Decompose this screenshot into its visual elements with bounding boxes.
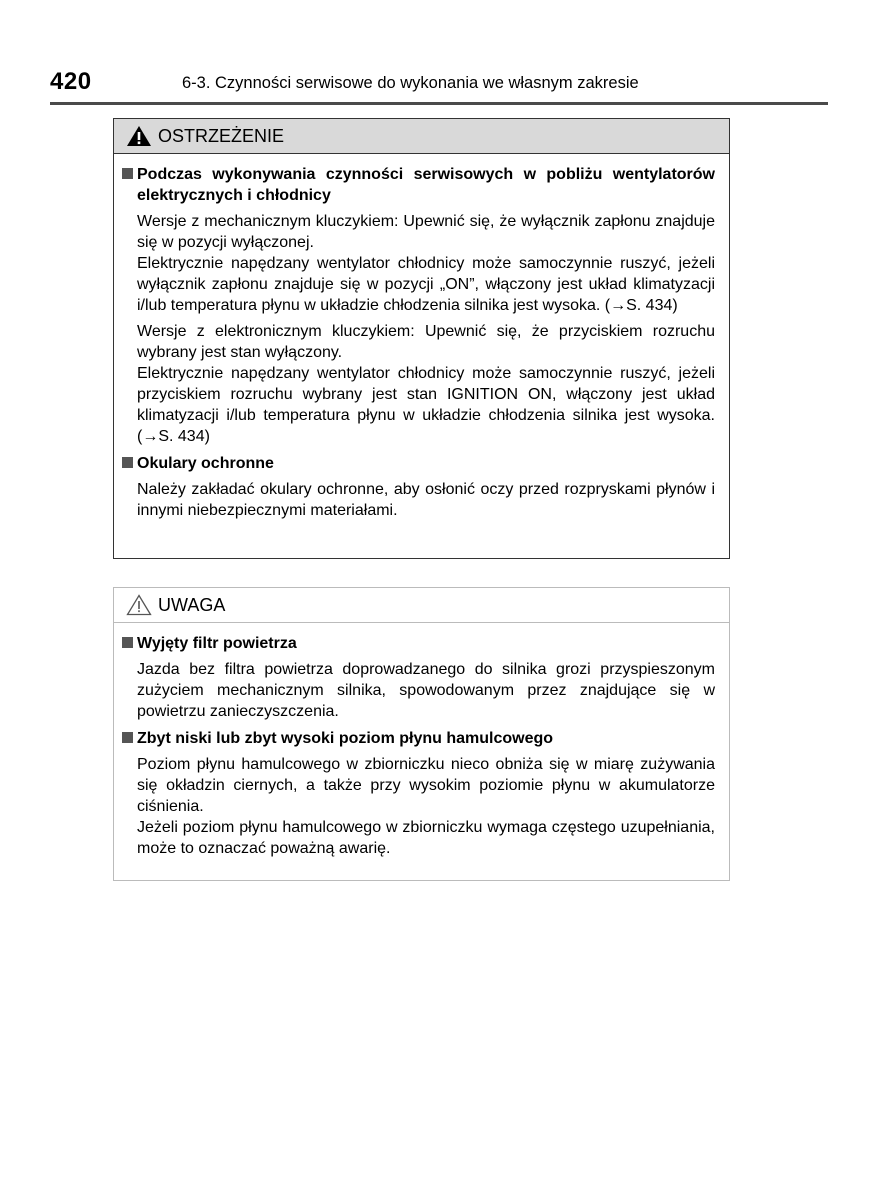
paragraph: Należy zakładać okulary ochronne, aby osłonić oczy przed rozpryskami płynów i innymi niebezpiecznymi materiałami. — [137, 481, 715, 519]
notice-title: UWAGA — [158, 594, 226, 615]
paragraph: Wersje z mechanicznym kluczykiem: Upewnić się, że wyłącznik zapłonu znajduje się w pozycji wyłączonej. — [137, 213, 715, 251]
caution-triangle-outline-icon — [126, 594, 152, 616]
paragraph: Jeżeli poziom płynu hamulcowego w zbiorniczku wymaga częstego uzupełniania, może to oznaczać poważną awarię. — [137, 819, 715, 857]
notice-paragraph-group — [137, 659, 715, 722]
bullet-square-icon — [122, 732, 133, 743]
bullet-square-icon — [122, 637, 133, 648]
bullet-square-icon — [122, 168, 133, 179]
warning-triangle-icon — [126, 125, 152, 147]
warning-box — [113, 118, 730, 559]
notice-section-title: Zbyt niski lub zbyt wysoki poziom płynu hamulcowego — [122, 728, 715, 749]
paragraph: Elektrycznie napędzany wentylator chłodnicy może samoczynnie ruszyć, jeżeli wyłącznik zapłonu znajduje się w pozycji „ON”, włączony jest układ klimatyzacji i/lub temperatura płynu w układzie chłodzenia silnika jest wysoka. (→S. 434) — [137, 255, 715, 314]
paragraph: Elektrycznie napędzany wentylator chłodnicy może samoczynnie ruszyć, jeżeli przyciskiem rozruchu wybrany jest stan IGNITION ON, włączony jest układ klimatyzacji i/lub temperatura płynu w układzie chłodzenia silnika jest wysoka. (→S. 434) — [137, 365, 715, 445]
page-header — [50, 68, 828, 105]
notice-section-title: Wyjęty filtr powietrza — [122, 633, 715, 654]
chapter-title: 6-3. Czynności serwisowe do wykonania we własnym zakresie — [182, 74, 639, 92]
notice-box-header — [114, 588, 729, 623]
warning-paragraph-group — [137, 321, 715, 447]
page-number: 420 — [50, 68, 92, 95]
notice-box — [113, 587, 730, 881]
warning-section-title: Podczas wykonywania czynności serwisowych w pobliżu wentylatorów elektrycznych i chłodnicy — [122, 164, 715, 206]
bullet-square-icon — [122, 457, 133, 468]
warning-section-title: Okulary ochronne — [122, 453, 715, 474]
paragraph: Wersje z elektronicznym kluczykiem: Upewnić się, że przyciskiem rozruchu wybrany jest stan wyłączony. — [137, 323, 715, 361]
warning-paragraph-group — [137, 479, 715, 521]
paragraph: Jazda bez filtra powietrza doprowadzanego do silnika grozi przyspieszonym zużyciem mechanicznym silnika, spowodowanym przez znajdujące się w powietrzu zanieczyszczenia. — [137, 661, 715, 720]
paragraph: Poziom płynu hamulcowego w zbiorniczku nieco obniża się w miarę zużywania się okładzin ciernych, a także przy wysokim poziomie płynu w akumulatorze ciśnienia. — [137, 756, 715, 815]
warning-title: OSTRZEŻENIE — [158, 125, 285, 146]
notice-paragraph-group — [137, 754, 715, 859]
warning-box-header — [114, 119, 729, 154]
warning-paragraph-group — [137, 211, 715, 316]
